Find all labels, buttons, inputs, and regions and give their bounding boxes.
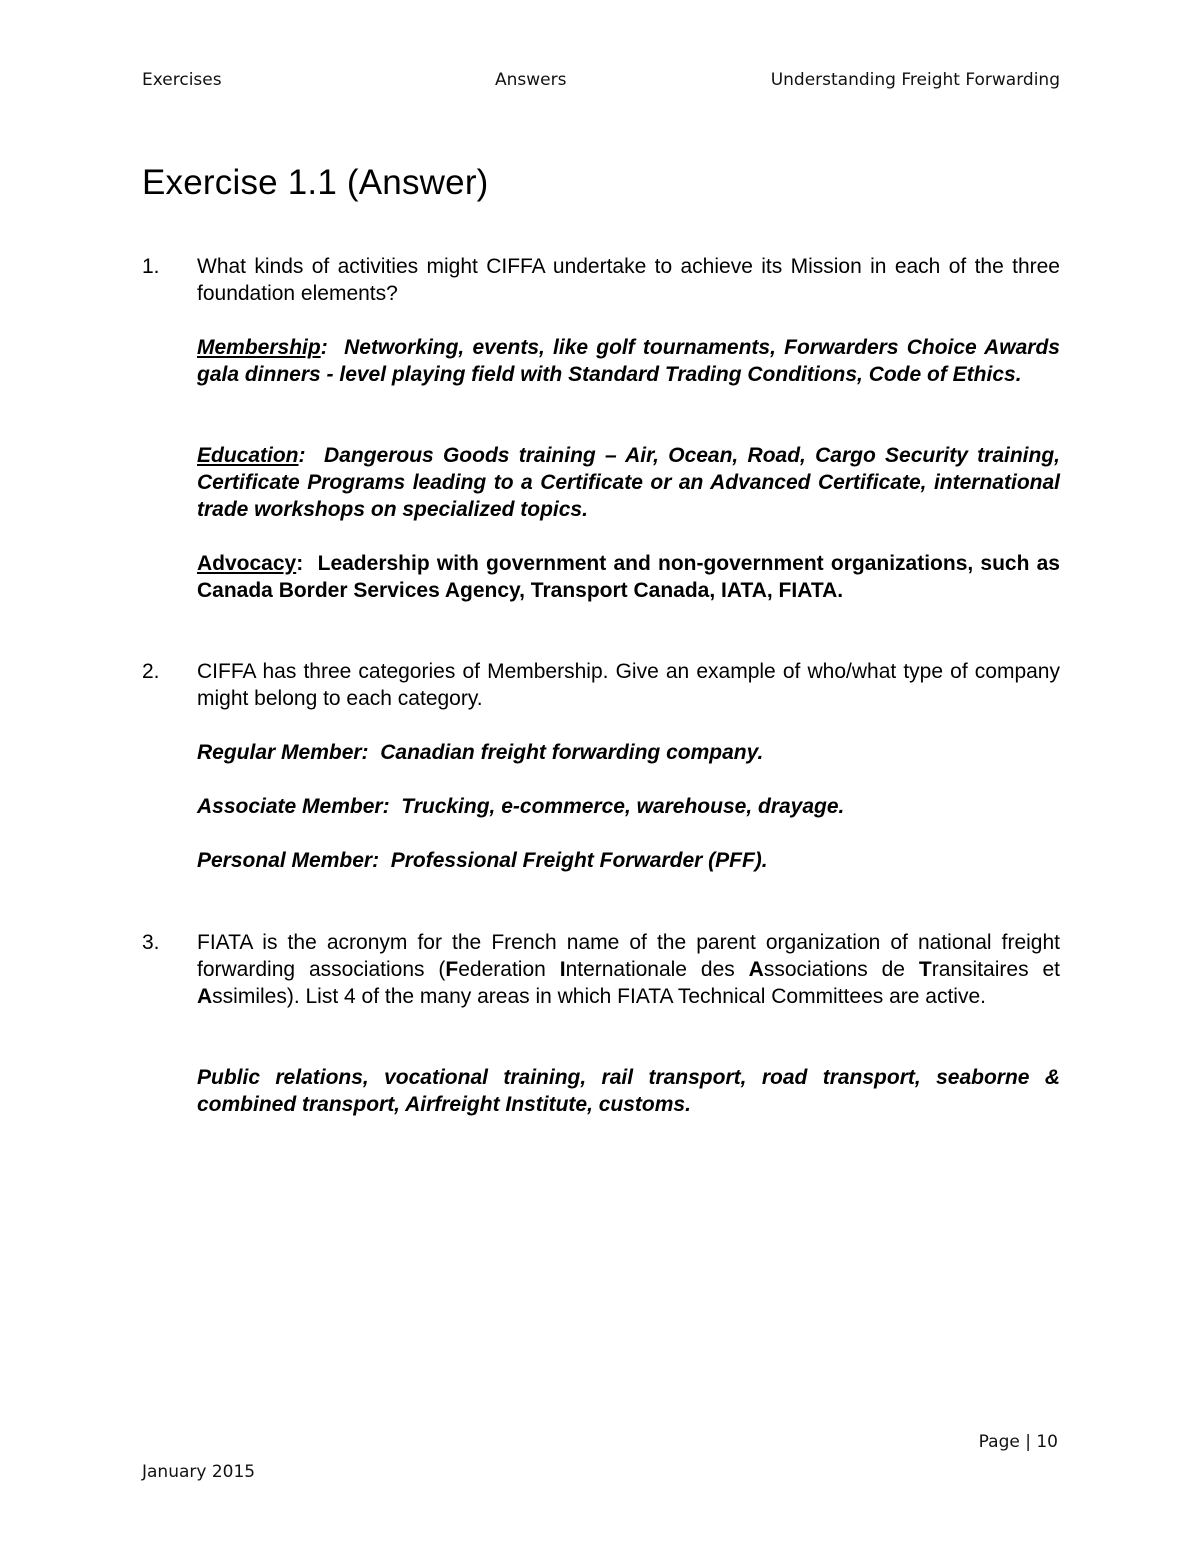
footer-date: January 2015	[142, 1462, 256, 1482]
question-text: FIATA is the acronym for the French name of the parent organization of national freight forwarding associations (Federation Internationale des Associations de Transitaires et Assimiles). List 4 of the many areas in which FIATA Technical Committees are active.	[197, 931, 1060, 1008]
answer-label: Regular Member	[197, 741, 362, 764]
answer-label: Advocacy	[197, 552, 297, 575]
answer-text: Leadership with government and non-government organizations, such as Canada Border Services Agency, Transport Canada, IATA, FIATA.	[197, 552, 1060, 602]
answer-regular-member: Regular Member: Canadian freight forwarding company.	[197, 741, 764, 764]
answer-label: Membership	[197, 336, 321, 359]
answer-text: Trucking, e-commerce, warehouse, drayage.	[401, 795, 845, 818]
header-right: Understanding Freight Forwarding	[770, 70, 1060, 90]
answer-advocacy: Advocacy: Leadership with government and non-government organizations, such as Canada Border Services Agency, Transport Canada, IATA, FIATA.	[197, 552, 1060, 602]
answer-education: Education: Dangerous Goods training – Air, Ocean, Road, Cargo Security training, Certificate Programs leading to a Certificate or an Advanced Certificate, international trade workshops on specialized topics.	[197, 444, 1060, 521]
question-number: 3.	[142, 931, 160, 954]
page-number: Page | 10	[978, 1432, 1058, 1452]
question-text: What kinds of activities might CIFFA undertake to achieve its Mission in each of the three foundation elements?	[197, 255, 1060, 305]
answer-text: Dangerous Goods training – Air, Ocean, Road, Cargo Security training, Certificate Programs leading to a Certificate or an Advanced Certificate, international trade workshops on specialized topics.	[197, 444, 1060, 521]
answer-text: Canadian freight forwarding company.	[380, 741, 764, 764]
answer-label: Personal Member	[197, 849, 373, 872]
answer-membership: Membership: Networking, events, like golf tournaments, Forwarders Choice Awards gala dinners - level playing field with Standard Trading Conditions, Code of Ethics.	[197, 336, 1060, 386]
answer-fiata-areas: Public relations, vocational training, rail transport, road transport, seaborne & combined transport, Airfreight Institute, customs.	[197, 1066, 1060, 1116]
header-left: Exercises	[142, 70, 222, 90]
question-text: CIFFA has three categories of Membership. Give an example of who/what type of company might belong to each category.	[197, 660, 1060, 710]
answer-text: Professional Freight Forwarder (PFF).	[390, 849, 768, 872]
page-header	[142, 70, 1060, 98]
question-number: 1.	[142, 255, 160, 278]
page-title: Exercise 1.1 (Answer)	[142, 163, 489, 202]
header-center: Answers	[495, 70, 567, 90]
answer-label: Education	[197, 444, 299, 467]
answer-label: Associate Member	[197, 795, 383, 818]
answer-personal-member: Personal Member: Professional Freight Forwarder (PFF).	[197, 849, 768, 872]
answer-text: Networking, events, like golf tournaments, Forwarders Choice Awards gala dinners - level playing field with Standard Trading Conditions, Code of Ethics.	[197, 336, 1060, 386]
answer-associate-member: Associate Member: Trucking, e-commerce, warehouse, drayage.	[197, 795, 845, 818]
question-number: 2.	[142, 660, 160, 683]
